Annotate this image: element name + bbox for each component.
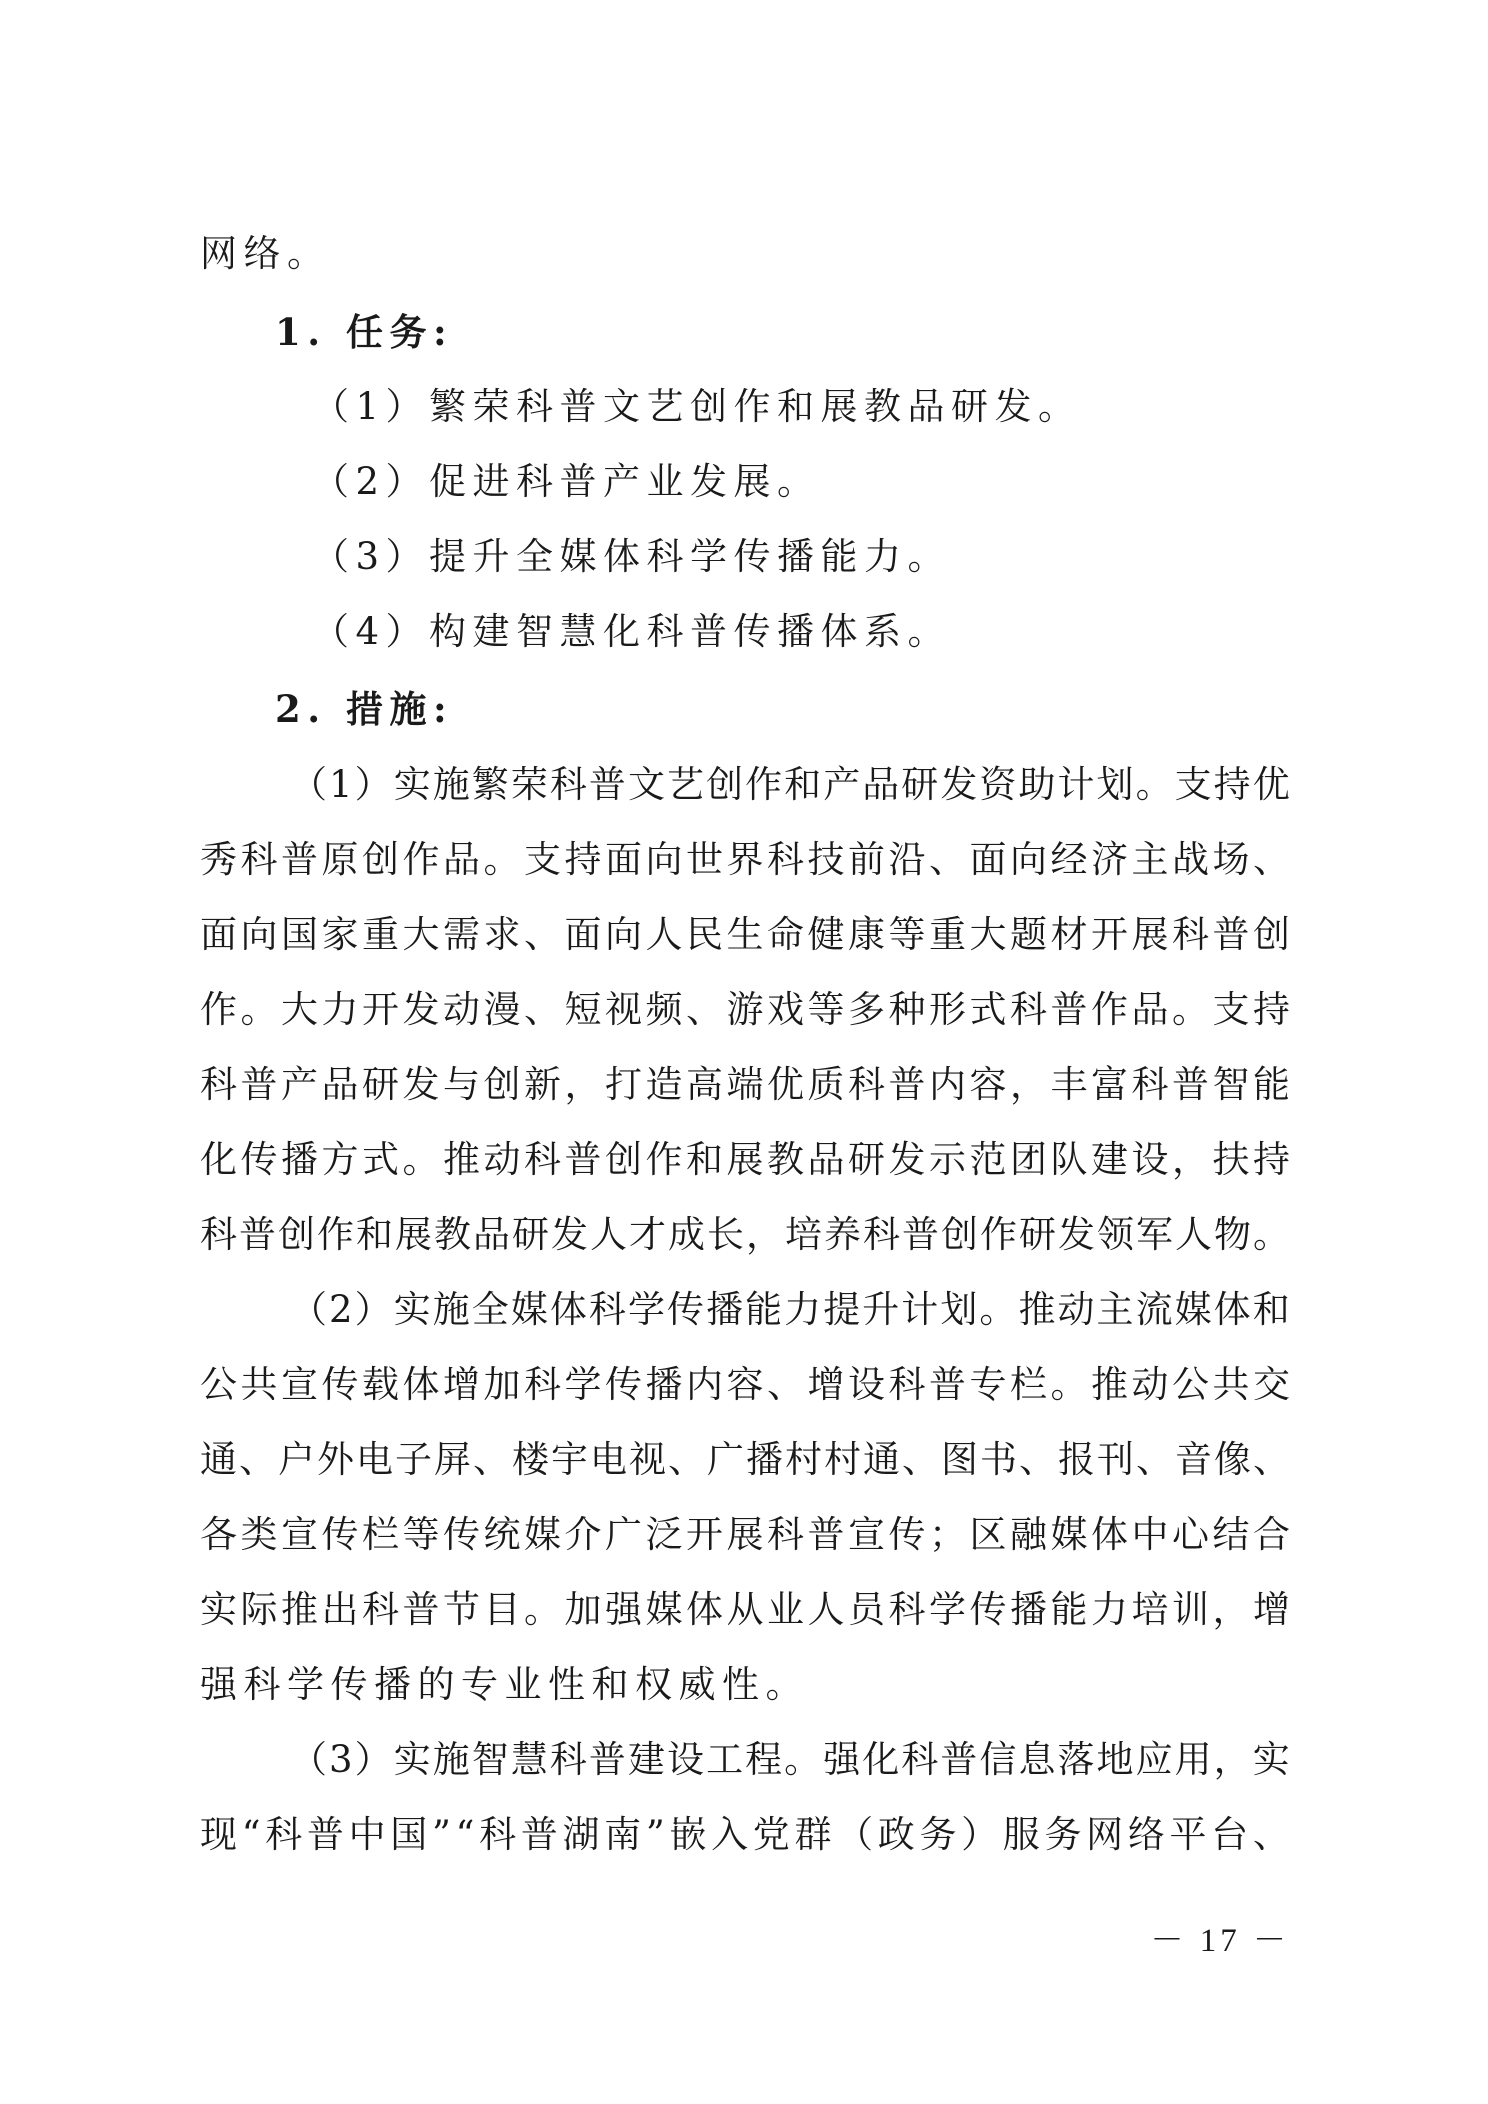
section-heading-tasks: 1. 任务: xyxy=(275,310,454,354)
paragraph-line: 科 普 创 作 和 展 教 品 研 发 人 才 成 长 ， 培 养 科 普 创 作 研 发 领 军 人 物 。 xyxy=(200,1213,1290,1256)
paragraph-line: 各 类 宣 传 栏 等 传 统 媒 介 广 泛 开 展 科 普 宣 传 ； 区 融 媒 体 中 心 结 合 xyxy=(200,1513,1290,1556)
paragraph-line: 秀 科 普 原 创 作 品 。 支 持 面 向 世 界 科 技 前 沿 、 面 向 经 济 主 战 场 、 xyxy=(200,838,1290,881)
page-number: － 17 － xyxy=(1150,1923,1290,1959)
paragraph-line: 强科学传播的专业性和权威性。 xyxy=(200,1663,809,1706)
paragraph-line: 公 共 宣 传 载 体 增 加 科 学 传 播 内 容 、 增 设 科 普 专 栏 。 推 动 公 共 交 xyxy=(200,1363,1290,1406)
paragraph-line: 化 传 播 方 式 。 推 动 科 普 创 作 和 展 教 品 研 发 示 范 团 队 建 设 ， 扶 持 xyxy=(200,1138,1290,1181)
text-line: 网络。 xyxy=(200,232,331,275)
paragraph-line: 现 “ 科 普 中 国 ” “ 科 普 湖 南 ” 嵌 入 党 群 （ 政 务 ） 服 务 网 络 平 台 、 xyxy=(200,1813,1290,1856)
paragraph-line: 作 。 大 力 开 发 动 漫 、 短 视 频 、 游 戏 等 多 种 形 式 科 普 作 品 。 支 持 xyxy=(200,988,1290,1031)
task-item-4: （4）构建智慧化科普传播体系。 xyxy=(312,610,952,653)
task-item-2: （2）促进科普产业发展。 xyxy=(312,460,821,503)
paragraph-line: 实 际 推 出 科 普 节 目 。 加 强 媒 体 从 业 人 员 科 学 传 播 能 力 培 训 ， 增 xyxy=(200,1588,1290,1631)
paragraph-line: 面 向 国 家 重 大 需 求 、 面 向 人 民 生 命 健 康 等 重 大 题 材 开 展 科 普 创 xyxy=(200,913,1290,956)
task-item-1: （1）繁荣科普文艺创作和展教品研发。 xyxy=(312,385,1082,428)
paragraph-line: （ 1 ） 实 施 繁 荣 科 普 文 艺 创 作 和 产 品 研 发 资 助 计 划 。 支 持 优 xyxy=(290,763,1290,806)
paragraph-line: 科 普 产 品 研 发 与 创 新 ， 打 造 高 端 优 质 科 普 内 容 ， 丰 富 科 普 智 能 xyxy=(200,1063,1290,1106)
paragraph-line: （ 3 ） 实 施 智 慧 科 普 建 设 工 程 。 强 化 科 普 信 息 落 地 应 用 ， 实 xyxy=(290,1738,1290,1781)
paragraph-line: （ 2 ） 实 施 全 媒 体 科 学 传 播 能 力 提 升 计 划 。 推 动 主 流 媒 体 和 xyxy=(290,1288,1290,1331)
task-item-3: （3）提升全媒体科学传播能力。 xyxy=(312,535,952,578)
paragraph-line: 通 、 户 外 电 子 屏 、 楼 宇 电 视 、 广 播 村 村 通 、 图 书 、 报 刊 、 音 像 、 xyxy=(200,1438,1290,1481)
section-heading-measures: 2. 措施: xyxy=(275,687,454,731)
